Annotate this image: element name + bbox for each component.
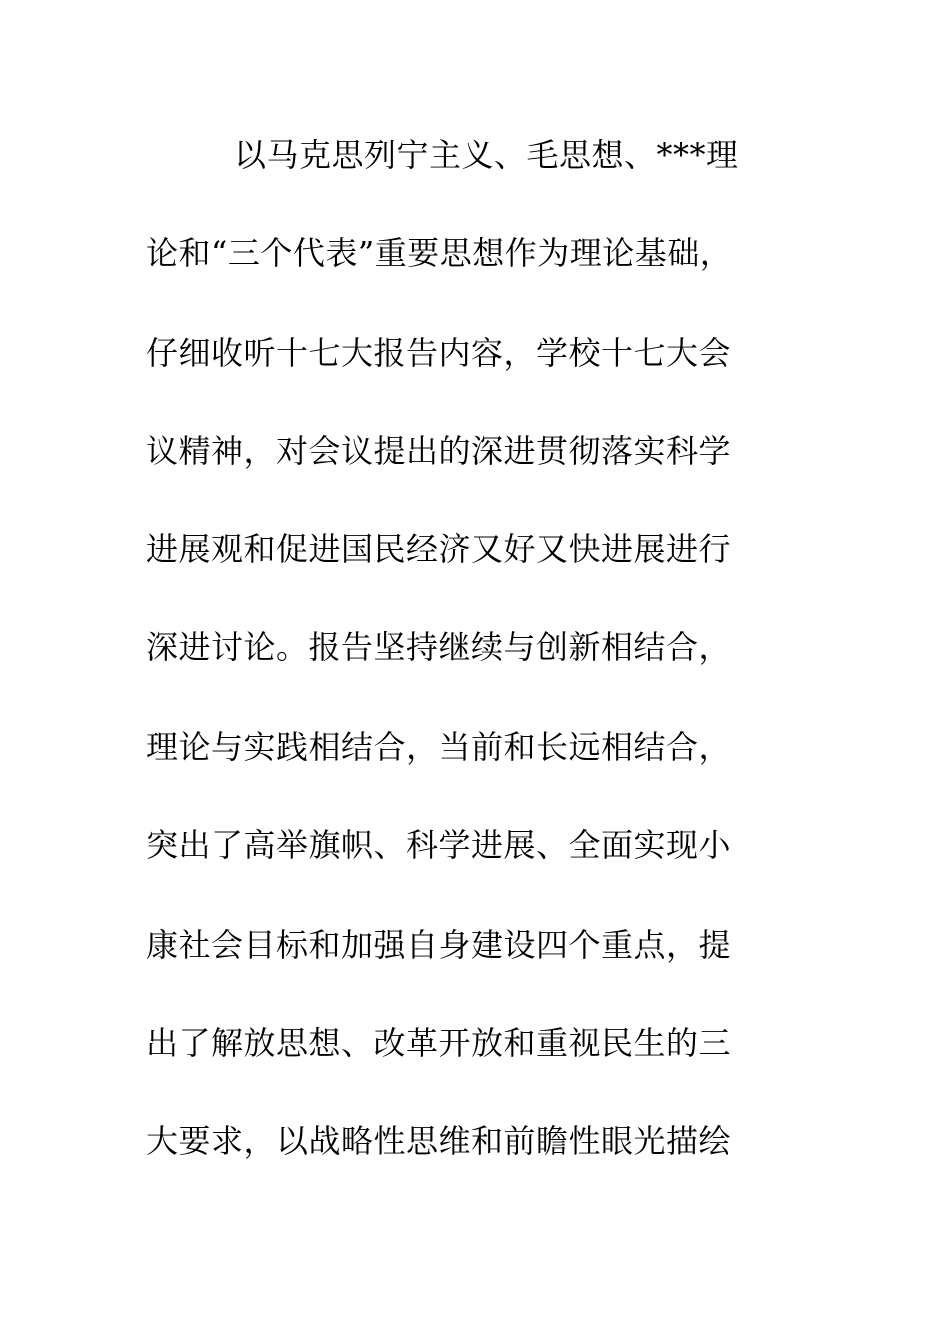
paragraph-line: 仔细收听十七大报告内容，学校十七大会 — [146, 334, 732, 372]
paragraph-line: 深进讨论。报告坚持继续与创新相结合， — [146, 628, 732, 666]
paragraph-line: 议精神，对会议提出的深进贯彻落实科学 — [146, 432, 732, 470]
paragraph-line: 出了解放思想、改革开放和重视民生的三 — [146, 1024, 732, 1062]
paragraph-line: 理论与实践相结合，当前和长远相结合， — [146, 728, 732, 766]
paragraph-line: 论和“三个代表”重要思想作为理论基础， — [146, 234, 733, 272]
paragraph-line: 以马克思列宁主义、毛思想、***理 — [234, 136, 739, 174]
paragraph-line: 进展观和促进国民经济又好又快进展进行 — [146, 530, 732, 568]
paragraph-line: 大要求，以战略性思维和前瞻性眼光描绘 — [146, 1122, 732, 1160]
paragraph-line: 突出了高举旗帜、科学进展、全面实现小 — [146, 826, 732, 864]
paragraph-line: 康社会目标和加强自身建设四个重点，提 — [146, 926, 732, 964]
